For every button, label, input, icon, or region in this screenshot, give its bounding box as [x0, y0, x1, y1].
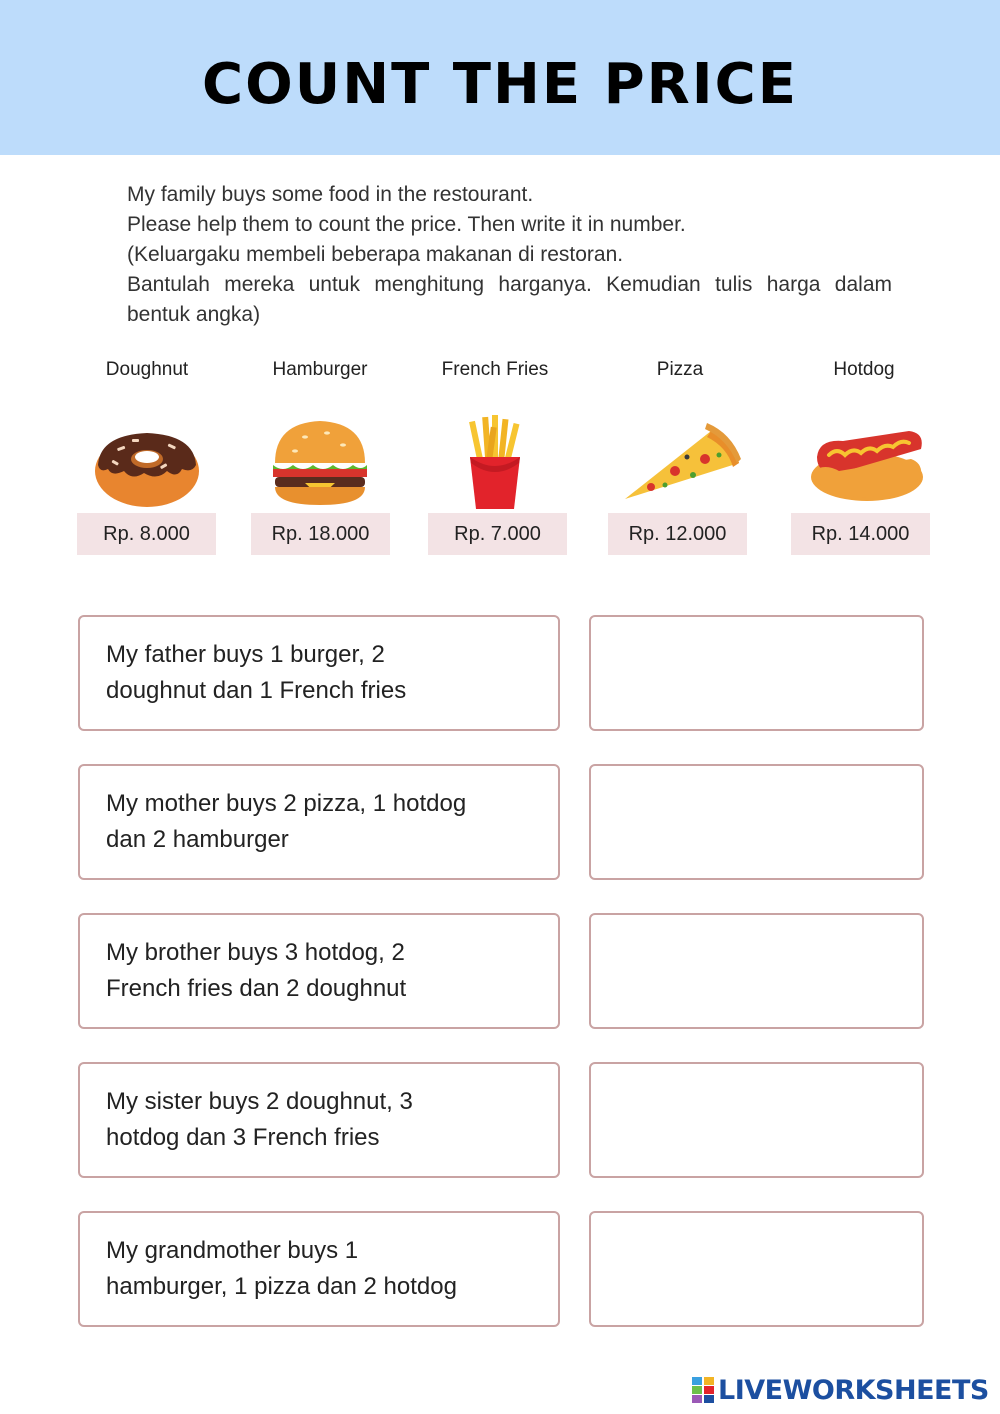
- answer-box[interactable]: [589, 615, 924, 731]
- price-tag-hotdog: Rp. 14.000: [791, 513, 930, 555]
- question-box: [78, 615, 560, 731]
- price-tag-pizza: Rp. 12.000: [608, 513, 747, 555]
- instruction-line: (Keluargaku membeli beberapa makanan di restoran.: [127, 243, 624, 266]
- hamburger-icon: [255, 413, 385, 513]
- page-title: COUNT THE PRICE: [202, 52, 798, 117]
- food-item-doughnut: [57, 355, 237, 513]
- price-tag-hamburger: Rp. 18.000: [251, 513, 390, 555]
- question-line: My brother buys 3 hotdog, 2: [106, 939, 405, 966]
- answer-box[interactable]: [589, 1211, 924, 1327]
- food-item-french-fries: [405, 355, 585, 513]
- instructions: [127, 180, 892, 330]
- food-name: Doughnut: [105, 359, 189, 380]
- hotdog-icon: [799, 413, 929, 513]
- question-line: hamburger, 1 pizza dan 2 hotdog: [106, 1273, 457, 1300]
- food-item-pizza: [590, 355, 770, 513]
- food-name: Hotdog: [833, 359, 895, 380]
- question-line: doughnut dan 1 French fries: [106, 677, 407, 704]
- logo-text: LIVEWORKSHEETS: [718, 1374, 989, 1406]
- question-box: [78, 1211, 560, 1327]
- liveworksheets-mark-icon: [692, 1377, 714, 1403]
- pizza-icon: [615, 413, 745, 513]
- question-box: [78, 1062, 560, 1178]
- food-item-hamburger: [230, 355, 410, 513]
- price-tag-doughnut: Rp. 8.000: [77, 513, 216, 555]
- instruction-line: Bantulah mereka untuk menghitung harganya. Kemudian tulis harga dalam bentuk angka): [127, 273, 892, 326]
- instruction-line: My family buys some food in the restourant.: [127, 183, 534, 206]
- question-line: My grandmother buys 1: [106, 1237, 359, 1264]
- doughnut-icon: [82, 413, 212, 513]
- answer-box[interactable]: [589, 1062, 924, 1178]
- instruction-line: Please help them to count the price. Then write it in number.: [127, 213, 686, 236]
- food-name: Hamburger: [272, 359, 368, 380]
- price-tag-french-fries: Rp. 7.000: [428, 513, 567, 555]
- question-box: [78, 764, 560, 880]
- question-line: hotdog dan 3 French fries: [106, 1124, 380, 1151]
- question-box: [78, 913, 560, 1029]
- food-name: French Fries: [441, 359, 549, 380]
- liveworksheets-logo: [692, 1372, 989, 1408]
- question-line: My father buys 1 burger, 2: [106, 641, 385, 668]
- question-line: My mother buys 2 pizza, 1 hotdog: [106, 790, 467, 817]
- question-line: French fries dan 2 doughnut: [106, 975, 407, 1002]
- answer-box[interactable]: [589, 913, 924, 1029]
- french-fries-icon: [430, 413, 560, 513]
- question-line: My sister buys 2 doughnut, 3: [106, 1088, 413, 1115]
- question-line: dan 2 hamburger: [106, 826, 289, 853]
- answer-box[interactable]: [589, 764, 924, 880]
- food-name: Pizza: [656, 359, 704, 380]
- food-item-hotdog: [774, 355, 954, 513]
